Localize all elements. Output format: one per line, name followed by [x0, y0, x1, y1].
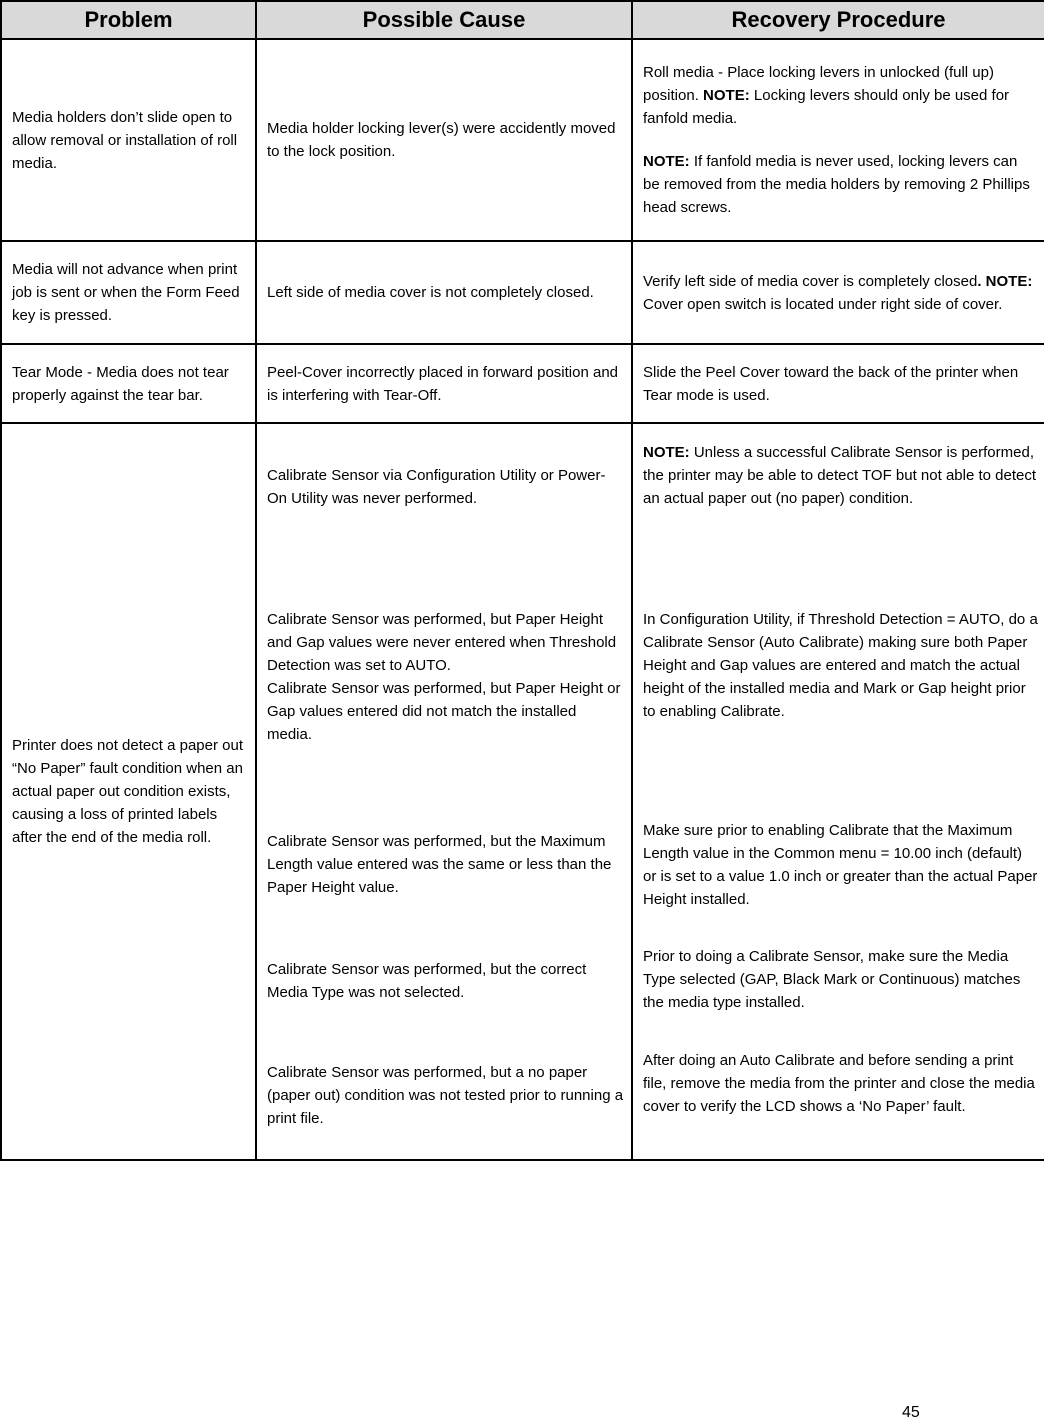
cause-cell: Peel-Cover incorrectly placed in forward position and is interfering with Tear-Off. [256, 344, 632, 423]
recovery-paragraph: Prior to doing a Calibrate Sensor, make sure the Media Type selected (GAP, Black Mark or Continuous) matches the media type installed. [643, 948, 1021, 1011]
table-row [1, 344, 1044, 423]
cause-item: Calibrate Sensor via Configuration Utility or Power-On Utility was never performed. [267, 467, 606, 507]
recovery-paragraph: After doing an Auto Calibrate and before sending a print file, remove the media from the printer and close the media cover to verify the LCD shows a ‘No Paper’ fault. [643, 1052, 1035, 1115]
recovery-cell [632, 39, 1044, 241]
problem-cell: Media will not advance when print job is sent or when the Form Feed key is pressed. [1, 241, 256, 344]
header-possible-cause: Possible Cause [256, 1, 632, 39]
table-row [1, 39, 1044, 241]
problem-cell: Media holders don’t slide open to allow removal or installation of roll media. [1, 39, 256, 241]
recovery-paragraph: Roll media - Place locking levers in unlocked (full up) position. NOTE: Locking levers should only be used for fanfold media. [643, 64, 1010, 127]
page-number: 45 [902, 1404, 920, 1421]
note-label: NOTE: [703, 87, 750, 104]
header-problem: Problem [1, 1, 256, 39]
recovery-paragraph: NOTE: If fanfold media is never used, locking levers can be removed from the media holders by removing 2 Phillips head screws. [643, 153, 1030, 216]
note-label: NOTE: [643, 444, 690, 461]
recovery-cell: Verify left side of media cover is completely closed. NOTE: Cover open switch is located under right side of cover. [632, 241, 1044, 344]
note-label: . NOTE: [977, 272, 1033, 290]
header-row [1, 1, 1044, 39]
cause-cell: Left side of media cover is not completely closed. [256, 241, 632, 344]
recovery-cell: Slide the Peel Cover toward the back of the printer when Tear mode is used. [632, 344, 1044, 423]
recovery-paragraph: In Configuration Utility, if Threshold Detection = AUTO, do a Calibrate Sensor (Auto Calibrate) making sure both Paper Height and Gap values are entered and match the actual height of the installed media and Mark or Gap height prior to enabling Calibrate. [643, 611, 1038, 720]
cause-item: Calibrate Sensor was performed, but Paper Height and Gap values were never entered when Threshold Detection was set to AUTO. [267, 611, 617, 674]
cause-cell: Media holder locking lever(s) were accidently moved to the lock position. [256, 39, 632, 241]
note-label: NOTE: [643, 153, 690, 170]
problem-cell: Tear Mode - Media does not tear properly against the tear bar. [1, 344, 256, 423]
cause-item: Calibrate Sensor was performed, but a no paper (paper out) condition was not tested prior to running a print file. [267, 1064, 624, 1127]
cause-item: Calibrate Sensor was performed, but the Maximum Length value entered was the same or less than the Paper Height value. [267, 833, 612, 896]
recovery-paragraph: NOTE: Unless a successful Calibrate Sensor is performed, the printer may be able to detect TOF but not able to detect an actual paper out (no paper) condition. [643, 444, 1037, 507]
cause-item: Calibrate Sensor was performed, but Paper Height or Gap values entered did not match the installed media. [267, 680, 621, 743]
recovery-cell [632, 423, 1044, 1160]
cause-item: Calibrate Sensor was performed, but the correct Media Type was not selected. [267, 961, 587, 1001]
table-row [1, 241, 1044, 344]
recovery-paragraph: Make sure prior to enabling Calibrate that the Maximum Length value in the Common menu = 10.00 inch (default) or is set to a value 1.0 inch or greater than the actual Paper Height installed. [643, 822, 1038, 908]
header-recovery-procedure: Recovery Procedure [632, 1, 1044, 39]
table-row [1, 423, 1044, 1160]
cause-cell [256, 423, 632, 1160]
problem-cell: Printer does not detect a paper out “No Paper” fault condition when an actual paper out condition exists, causing a loss of printed labels after the end of the media roll. [1, 423, 256, 1160]
